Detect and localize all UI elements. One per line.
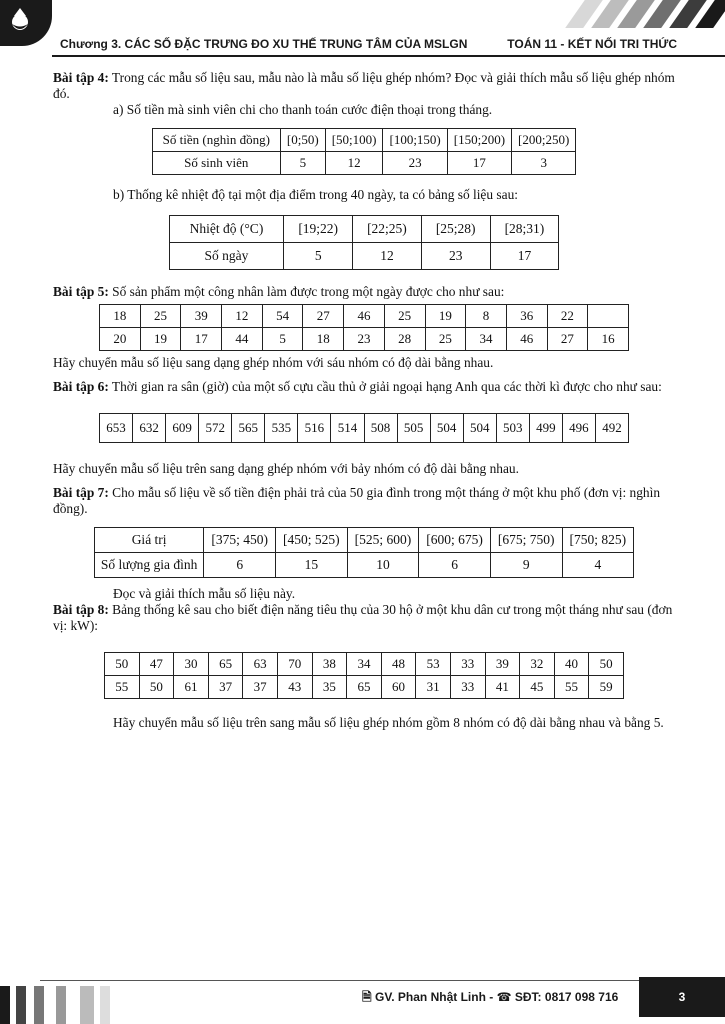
- table-8-cell: 55: [554, 676, 589, 699]
- table-8-cell: 63: [243, 653, 278, 676]
- header-divider: [52, 55, 725, 57]
- table-5-cell: 39: [181, 305, 222, 328]
- table-4b-header: [28;31): [490, 216, 559, 243]
- table-4a-cell: 3: [512, 152, 576, 175]
- exercise-4b-text: b) Thống kê nhiệt độ tại một địa điểm trong 40 ngày, ta có bảng số liệu sau:: [113, 187, 518, 202]
- table-6-cell: 504: [430, 414, 463, 443]
- table-4b-cell: 17: [490, 243, 559, 270]
- table-5-cell: 27: [303, 305, 344, 328]
- table-7-header: [450; 525): [276, 528, 348, 553]
- exercise-6-after: Hãy chuyển mẫu số liệu trên sang dạng ghép nhóm với bảy nhóm có độ dài bằng nhau.: [53, 461, 519, 476]
- exercise-5-after: Hãy chuyển mẫu số liệu sang dạng ghép nhóm với sáu nhóm có độ dài bằng nhau.: [53, 355, 494, 370]
- table-5-cell: 27: [547, 328, 588, 351]
- table-4a-cell: 5: [280, 152, 325, 175]
- table-4a-cell: 12: [325, 152, 383, 175]
- table-7-cell: 9: [490, 553, 562, 578]
- table-4b-header: [19;22): [284, 216, 353, 243]
- page-content: [53, 66, 675, 731]
- table-8-cell: 55: [105, 676, 140, 699]
- exercise-5-label: Bài tập 5:: [53, 284, 109, 299]
- table-5-cell: 19: [140, 328, 181, 351]
- table-6-cell: 514: [331, 414, 364, 443]
- exercise-5: [53, 284, 675, 300]
- table-6-cell: 505: [397, 414, 430, 443]
- footer-divider: [40, 980, 725, 981]
- table-4b-cell: 12: [353, 243, 422, 270]
- table-8-cell: 48: [381, 653, 416, 676]
- table-7-cell: 6: [204, 553, 276, 578]
- table-6-cell: 516: [298, 414, 331, 443]
- phone-number: SĐT: 0817 098 716: [514, 990, 619, 1004]
- exercise-4: [53, 70, 675, 102]
- table-5-cell: 54: [262, 305, 303, 328]
- table-8-cell: 70: [277, 653, 312, 676]
- exercise-4a-text: a) Số tiền mà sinh viên chi cho thanh toán cước điện thoại trong tháng.: [113, 102, 493, 117]
- table-6-cell: 508: [364, 414, 397, 443]
- table-8-cell: 35: [312, 676, 347, 699]
- footer-credit: [362, 988, 618, 1009]
- table-8-cell: 32: [520, 653, 555, 676]
- table-4b-header-label: Nhiệt độ (°C): [169, 216, 284, 243]
- logo: [0, 0, 52, 46]
- table-8-cell: 37: [243, 676, 278, 699]
- table-6-cell: 503: [496, 414, 529, 443]
- table-8-cell: 41: [485, 676, 520, 699]
- chapter-title: Chương 3. CÁC SỐ ĐẶC TRƯNG ĐO XU THẾ TRUNG TÂM CỦA MSLGN: [60, 37, 468, 51]
- table-8-cell: 30: [174, 653, 209, 676]
- table-6: [99, 413, 629, 443]
- exercise-8: [53, 602, 675, 634]
- table-5-cell: 18: [303, 328, 344, 351]
- table-8-cell: 59: [589, 676, 624, 699]
- table-5-cell: 5: [262, 328, 303, 351]
- table-8-cell: 50: [105, 653, 140, 676]
- table-4b-header: [25;28): [421, 216, 490, 243]
- table-4a-row-label: Số sinh viên: [152, 152, 280, 175]
- table-8-cell: 33: [450, 676, 485, 699]
- table-8-cell: 31: [416, 676, 451, 699]
- exercise-8-text: Bảng thống kê sau cho biết điện năng tiêu thụ của 30 hộ ở một khu dân cư trong một tháng như sau (đơn vị: kW):: [53, 602, 673, 633]
- table-4a-header: [0;50): [280, 129, 325, 152]
- table-7-header: [675; 750): [490, 528, 562, 553]
- subject-title: TOÁN 11 - KẾT NỐI TRI THỨC: [507, 37, 677, 51]
- table-8-cell: 39: [485, 653, 520, 676]
- table-5-cell: 16: [588, 328, 629, 351]
- table-5-cell: [588, 305, 629, 328]
- exercise-6-text: Thời gian ra sân (giờ) của một số cựu cầu thủ ở giải ngoại hạng Anh qua các thời kì được cho như sau:: [108, 379, 662, 394]
- exercise-8-label: Bài tập 8:: [53, 602, 109, 617]
- table-4b: [169, 215, 560, 270]
- exercise-4-text: Trong các mẫu số liệu sau, mẫu nào là mẫu số liệu ghép nhóm? Đọc và giải thích mẫu số liệu ghép nhóm đó.: [53, 70, 675, 101]
- table-7: [94, 527, 634, 578]
- exercise-8-after: Hãy chuyển mẫu số liệu trên sang mẫu số liệu ghép nhóm gồm 8 nhóm có độ dài bằng nhau và bằng 5.: [113, 715, 664, 730]
- table-8-cell: 40: [554, 653, 589, 676]
- author-name: GV. Phan Nhật Linh: [375, 990, 486, 1004]
- table-7-cell: 4: [562, 553, 634, 578]
- table-5-cell: 44: [222, 328, 263, 351]
- table-6-cell: 609: [166, 414, 199, 443]
- table-5-cell: 36: [506, 305, 547, 328]
- table-6-cell: 572: [199, 414, 232, 443]
- table-7-header: [600; 675): [419, 528, 491, 553]
- table-4a-header: [100;150): [383, 129, 447, 152]
- table-6-cell: 504: [463, 414, 496, 443]
- table-4a: [152, 128, 577, 175]
- table-5-cell: 25: [384, 305, 425, 328]
- table-8-cell: 50: [589, 653, 624, 676]
- table-8: [104, 652, 624, 699]
- table-4b-cell: 5: [284, 243, 353, 270]
- table-5-cell: 12: [222, 305, 263, 328]
- table-6-cell: 653: [100, 414, 133, 443]
- table-7-header: [375; 450): [204, 528, 276, 553]
- exercise-7-after: Đọc và giải thích mẫu số liệu này.: [113, 586, 296, 601]
- exercise-6: [53, 379, 675, 395]
- table-8-cell: 53: [416, 653, 451, 676]
- table-5-cell: 8: [466, 305, 507, 328]
- table-4b-cell: 23: [421, 243, 490, 270]
- table-5-cell: 28: [384, 328, 425, 351]
- table-4a-cell: 23: [383, 152, 447, 175]
- phone-icon: ☎: [496, 990, 512, 1004]
- table-8-cell: 37: [208, 676, 243, 699]
- table-5-cell: 18: [100, 305, 141, 328]
- table-4b-row-label: Số ngày: [169, 243, 284, 270]
- table-7-cell: 10: [347, 553, 419, 578]
- table-5-cell: 20: [100, 328, 141, 351]
- table-8-cell: 34: [347, 653, 382, 676]
- exercise-4-label: Bài tập 4:: [53, 70, 109, 85]
- table-8-cell: 60: [381, 676, 416, 699]
- table-6-cell: 499: [529, 414, 562, 443]
- table-7-header: [750; 825): [562, 528, 634, 553]
- table-8-cell: 65: [208, 653, 243, 676]
- table-5-cell: 25: [425, 328, 466, 351]
- table-8-cell: 61: [174, 676, 209, 699]
- table-8-cell: 43: [277, 676, 312, 699]
- table-7-header: [525; 600): [347, 528, 419, 553]
- table-8-cell: 33: [450, 653, 485, 676]
- table-4a-header-label: Số tiền (nghìn đồng): [152, 129, 280, 152]
- logo-icon: [4, 4, 40, 40]
- table-5-cell: 19: [425, 305, 466, 328]
- table-6-cell: 632: [133, 414, 166, 443]
- table-4a-header: [50;100): [325, 129, 383, 152]
- exercise-5-text: Số sản phẩm một công nhân làm được trong một ngày được cho như sau:: [108, 284, 505, 299]
- table-8-cell: 50: [139, 676, 174, 699]
- table-5: [99, 304, 629, 351]
- exercise-6-label: Bài tập 6:: [53, 379, 109, 394]
- table-5-cell: 17: [181, 328, 222, 351]
- table-8-cell: 45: [520, 676, 555, 699]
- page-number: 3: [639, 977, 725, 1017]
- exercise-7-label: Bài tập 7:: [53, 485, 109, 500]
- table-8-cell: 65: [347, 676, 382, 699]
- table-5-cell: 25: [140, 305, 181, 328]
- exercise-7-text: Cho mẫu số liệu về số tiền điện phải trả của 50 gia đình trong một tháng ở một khu phố (đơn vị: nghìn đồng).: [53, 485, 661, 516]
- table-4a-header: [200;250): [512, 129, 576, 152]
- table-6-cell: 535: [265, 414, 298, 443]
- table-4a-header: [150;200): [447, 129, 511, 152]
- table-5-cell: 22: [547, 305, 588, 328]
- table-5-cell: 46: [506, 328, 547, 351]
- footer-separator: -: [489, 990, 494, 1004]
- table-6-cell: 492: [595, 414, 628, 443]
- table-7-row-label: Số lượng gia đình: [94, 553, 204, 578]
- table-6-cell: 496: [562, 414, 595, 443]
- exercise-7: [53, 485, 675, 517]
- table-5-cell: 46: [344, 305, 385, 328]
- table-7-cell: 15: [276, 553, 348, 578]
- table-5-cell: 34: [466, 328, 507, 351]
- table-7-header-label: Giá trị: [94, 528, 204, 553]
- table-4b-header: [22;25): [353, 216, 422, 243]
- header-stripes: [545, 0, 725, 28]
- table-8-cell: 38: [312, 653, 347, 676]
- table-8-cell: 47: [139, 653, 174, 676]
- document-icon: 🗎: [362, 990, 372, 1004]
- table-7-cell: 6: [419, 553, 491, 578]
- table-5-cell: 23: [344, 328, 385, 351]
- table-6-cell: 565: [232, 414, 265, 443]
- table-4a-cell: 17: [447, 152, 511, 175]
